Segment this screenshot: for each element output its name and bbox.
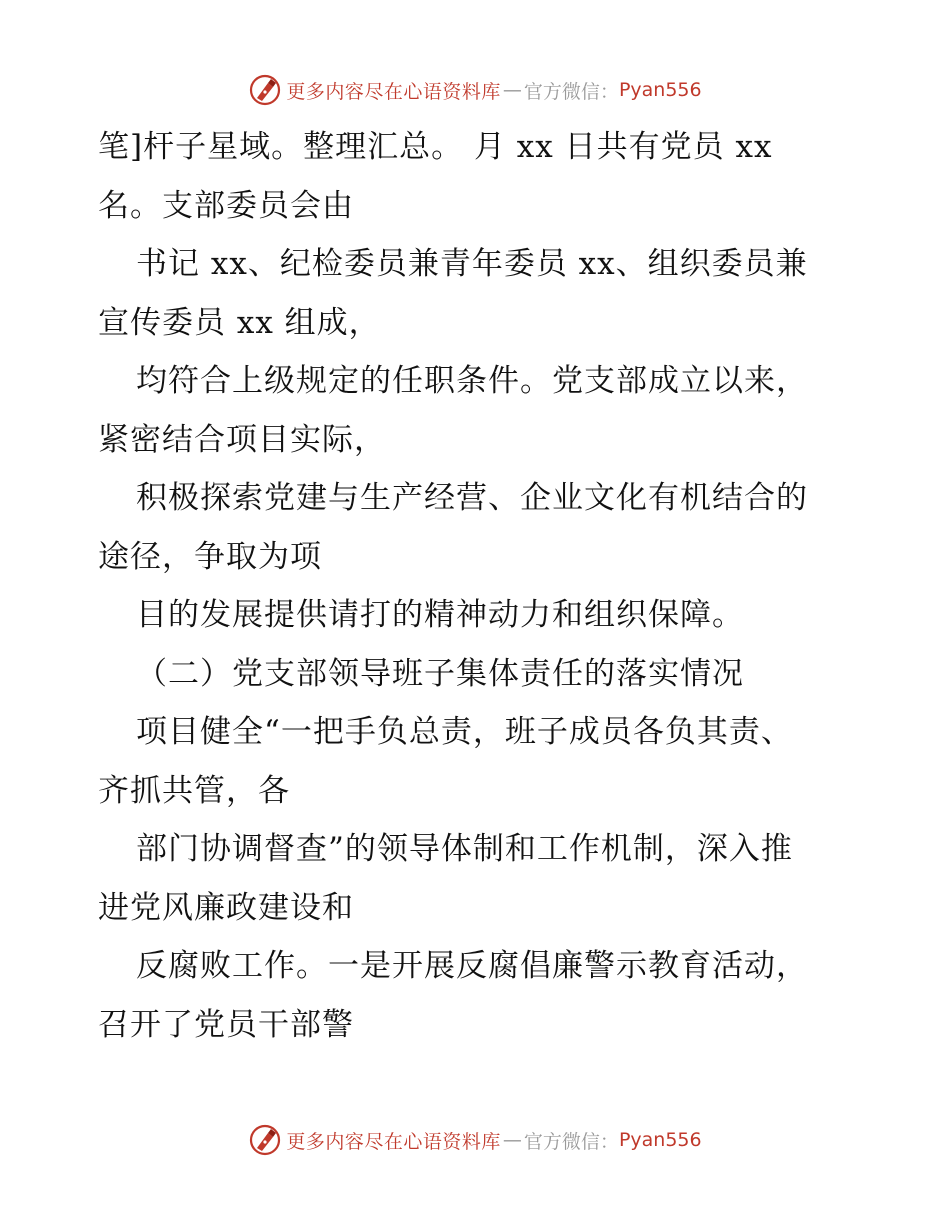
section-heading: （二）党支部领导班子集体责任的落实情况: [136, 655, 744, 692]
body-line: 积极探索党建与生产经营、企业文化有机结合的: [136, 480, 808, 516]
body-line: 均符合上级规定的任职条件。党支部成立以来，: [136, 363, 808, 399]
watermark-separator: —: [502, 1129, 522, 1151]
body-line: 进党风廉政建设和: [98, 889, 354, 926]
body-line: 项目健全“一把手负总责，班子成员各负其责、: [136, 714, 793, 750]
watermark-separator: —: [502, 79, 522, 101]
body-line: 目的发展提供请打的精神动力和组织保障。: [136, 597, 744, 633]
body-line: 书记 xx、纪检委员兼青年委员 xx、组织委员兼: [136, 246, 808, 282]
body-line: 名。支部委员会由: [98, 187, 354, 224]
wechat-id: Pyan556: [618, 79, 702, 101]
body-line: 紧密结合项目实际，: [98, 421, 386, 458]
document-body: [98, 118, 858, 1054]
body-line: 宣传委员 xx 组成，: [98, 304, 381, 341]
pen-nib-logo-icon: [248, 1123, 282, 1157]
footer-watermark: [0, 1120, 950, 1160]
wechat-id: Pyan556: [618, 1129, 702, 1151]
body-line: 齐抓共管，各: [98, 772, 290, 809]
watermark-text: 更多内容尽在心语资料库: [286, 1130, 501, 1153]
body-line: 途径，争取为项: [98, 538, 322, 575]
body-line: 召开了党员干部警: [98, 1006, 354, 1043]
body-line: 笔]杆子星域。整理汇总。 月 xx 日共有党员 xx: [98, 129, 773, 165]
wechat-label: 官方微信：: [523, 1130, 619, 1153]
wechat-label: 官方微信：: [523, 80, 619, 103]
pen-nib-logo-icon: [248, 73, 282, 107]
header-watermark: [0, 70, 950, 110]
body-line: 部门协调督查”的领导体制和工作机制，深入推: [136, 831, 793, 867]
body-line: 反腐败工作。一是开展反腐倡廉警示教育活动，: [136, 948, 808, 984]
watermark-text: 更多内容尽在心语资料库: [286, 80, 501, 103]
